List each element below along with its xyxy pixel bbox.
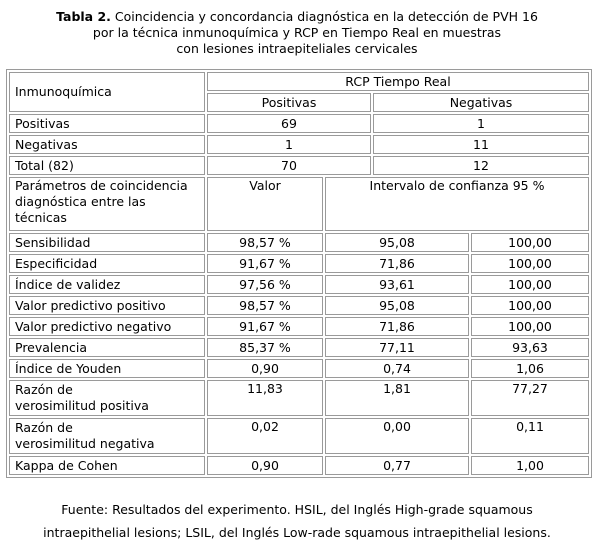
table-row	[9, 233, 589, 252]
param-ic-low: 0,77	[325, 456, 469, 475]
param-valor: 0,02	[207, 418, 323, 454]
param-label: Índice de validez	[9, 275, 205, 294]
param-ic-high: 1,00	[471, 456, 589, 475]
params-header-label	[9, 177, 205, 231]
param-label: Prevalencia	[9, 338, 205, 357]
param-label: Valor predictivo positivo	[9, 296, 205, 315]
param-ic-high: 100,00	[471, 233, 589, 252]
table-caption	[0, 9, 594, 57]
param-label: Valor predictivo negativo	[9, 317, 205, 336]
params-header-line-3: técnicas	[15, 210, 67, 225]
param-valor: 91,67 %	[207, 254, 323, 273]
caption-label: Tabla 2.	[56, 9, 111, 24]
param-label: Especificidad	[9, 254, 205, 273]
table-row	[9, 275, 589, 294]
param-ic-high: 0,11	[471, 418, 589, 454]
cell-positivas: 70	[207, 156, 371, 175]
params-header-valor: Valor	[207, 177, 323, 231]
param-valor: 85,37 %	[207, 338, 323, 357]
param-label: Índice de Youden	[9, 359, 205, 378]
row-label: Negativas	[9, 135, 205, 154]
table-row	[9, 418, 589, 454]
param-valor: 98,57 %	[207, 296, 323, 315]
cell-positivas: 1	[207, 135, 371, 154]
table-row	[9, 156, 589, 175]
header-positivas: Positivas	[207, 93, 371, 112]
param-ic-low: 95,08	[325, 296, 469, 315]
cell-negativas: 12	[373, 156, 589, 175]
caption-line-1	[0, 9, 594, 25]
header-row-label: Inmunoquímica	[9, 72, 205, 112]
row-label: Positivas	[9, 114, 205, 133]
table-row	[9, 254, 589, 273]
table-row	[9, 317, 589, 336]
row-label: Total (82)	[9, 156, 205, 175]
params-header-row	[9, 177, 589, 231]
param-label-line-1: Razón de	[15, 420, 73, 435]
param-valor: 91,67 %	[207, 317, 323, 336]
param-ic-high: 77,27	[471, 380, 589, 416]
footnote-line-1: Fuente: Resultados del experimento. HSIL, del Inglés High-grade squamous	[61, 502, 533, 517]
param-label: Kappa de Cohen	[9, 456, 205, 475]
param-ic-high: 100,00	[471, 317, 589, 336]
param-ic-high: 93,63	[471, 338, 589, 357]
param-ic-low: 0,00	[325, 418, 469, 454]
results-table	[6, 69, 592, 478]
param-ic-high: 100,00	[471, 296, 589, 315]
header-row-1	[9, 72, 589, 91]
table-row	[9, 359, 589, 378]
table-row	[9, 296, 589, 315]
param-valor: 97,56 %	[207, 275, 323, 294]
table-row	[9, 380, 589, 416]
param-label-line-2: verosimilitud positiva	[15, 398, 149, 413]
param-ic-low: 71,86	[325, 254, 469, 273]
params-header-line-1: Parámetros de coincidencia	[15, 178, 188, 193]
header-negativas: Negativas	[373, 93, 589, 112]
header-group: RCP Tiempo Real	[207, 72, 589, 91]
param-ic-high: 100,00	[471, 254, 589, 273]
table-row	[9, 456, 589, 475]
param-ic-low: 0,74	[325, 359, 469, 378]
param-label-line-2: verosimilitud negativa	[15, 436, 155, 451]
table-row	[9, 135, 589, 154]
params-header-line-2: diagnóstica entre las	[15, 194, 146, 209]
param-ic-low: 77,11	[325, 338, 469, 357]
param-valor: 0,90	[207, 359, 323, 378]
cell-negativas: 1	[373, 114, 589, 133]
param-label	[9, 380, 205, 416]
param-label-line-1: Razón de	[15, 382, 73, 397]
cell-negativas: 11	[373, 135, 589, 154]
caption-text-1: Coincidencia y concordancia diagnóstica en la detección de PVH 16	[114, 9, 538, 24]
param-valor: 11,83	[207, 380, 323, 416]
param-label: Sensibilidad	[9, 233, 205, 252]
param-label	[9, 418, 205, 454]
caption-line-3: con lesiones intraepiteliales cervicales	[176, 41, 418, 56]
param-ic-low: 93,61	[325, 275, 469, 294]
table-footnote	[0, 498, 594, 544]
param-ic-low: 95,08	[325, 233, 469, 252]
caption-line-2: por la técnica inmunoquímica y RCP en Tiempo Real en muestras	[92, 25, 502, 40]
table-row	[9, 338, 589, 357]
param-ic-high: 100,00	[471, 275, 589, 294]
param-ic-low: 71,86	[325, 317, 469, 336]
param-ic-high: 1,06	[471, 359, 589, 378]
footnote-line-2: intraepithelial lesions; LSIL, del Inglés Low-rade squamous intraepithelial lesions.	[43, 525, 551, 540]
cell-positivas: 69	[207, 114, 371, 133]
param-valor: 0,90	[207, 456, 323, 475]
table-row	[9, 114, 589, 133]
param-valor: 98,57 %	[207, 233, 323, 252]
params-header-ic: Intervalo de confianza 95 %	[325, 177, 589, 231]
param-ic-low: 1,81	[325, 380, 469, 416]
